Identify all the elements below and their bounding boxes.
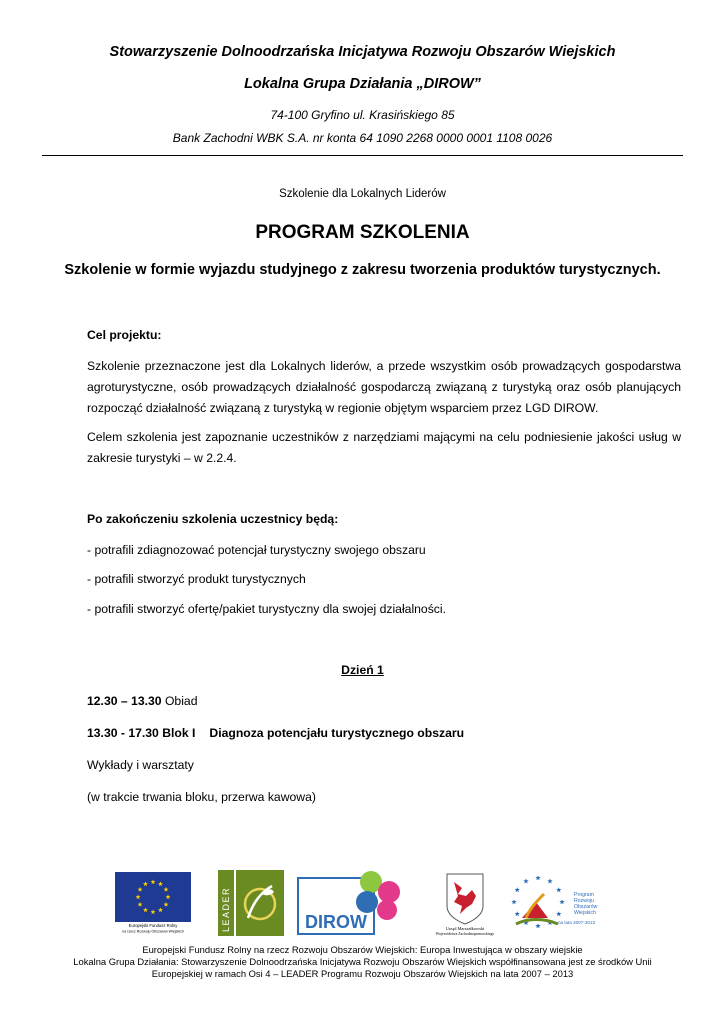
eu-caption-line-2: na rzecz Rozwoju Obszarów Wiejskich (122, 929, 184, 934)
marshal-caption-line-2: Województwa Zachodniopomorskiego (435, 932, 495, 936)
leader-label: LEADER (221, 886, 231, 932)
star-icon (556, 887, 561, 892)
footer-line-2: Lokalna Grupa Działania: Stowarzyszenie Dolnoodrzańska Inicjatywa Rozwoju Obszarów Wiejskich współfinansowana jest ze środków Unii (73, 956, 652, 967)
block-time: 13.30 - 17.30 Blok I (87, 726, 196, 740)
organization-name: Stowarzyszenie Dolnoodrzańska Inicjatywa Rozwoju Obszarów Wiejskich (109, 44, 616, 60)
prow-line-2: Rozwoju (574, 898, 594, 904)
prow-line-3: Obszarów (574, 904, 598, 910)
letterhead-divider (42, 155, 683, 156)
dirow-wordmark: DIROW (305, 912, 367, 932)
outcome-item: - potrafili stworzyć ofertę/pakiet turystyczny dla swojej działalności. (87, 602, 446, 616)
block-format: Wykłady i warsztaty (87, 758, 194, 772)
star-icon (547, 878, 552, 883)
star-icon (535, 875, 540, 880)
outcome-item: - potrafili zdiagnozować potencjał turystyczny swojego obszaru (87, 543, 426, 557)
footer-line-3: Europejskiej w ramach Osi 4 – LEADER Programu Rozwoju Obszarów Wiejskich na lata 2007 – 2013 (151, 968, 574, 979)
prow-line-1: Program (574, 892, 594, 898)
block-title: Diagnoza potencjału turystycznego obszaru (209, 726, 465, 740)
schedule-block (87, 723, 681, 744)
eu-flag-logo (115, 872, 191, 934)
sponsor-logos (0, 868, 725, 938)
address: 74-100 Gryfino ul. Krasińskiego 85 (270, 108, 455, 122)
star-icon (535, 923, 540, 928)
lunch-label: Obiad (161, 694, 198, 708)
footer-line-1: Europejski Fundusz Rolny na rzecz Rozwoju Obszarów Wiejskich: Europa Inwestująca w obszary wiejskie (142, 944, 583, 955)
lunch-time: 12.30 – 13.30 (87, 694, 162, 708)
document-title: PROGRAM SZKOLENIA (255, 222, 470, 243)
goal-paragraph-1: Szkolenie przeznaczone jest dla Lokalnych liderów, a przede wszystkim osób prowadzących gospodarstwa agroturystyczne, osób prowadzących działalność gospodarczą związaną z turystyką oraz osób planujących rozpocząć działalność związaną z turystyką w regionie objętym wsparciem przez LGD DIROW. (87, 359, 681, 415)
lgd-name: Lokalna Grupa Działania „DIROW” (244, 76, 481, 92)
marshal-office-logo (432, 872, 498, 936)
star-icon (559, 899, 564, 904)
dirow-logo (297, 868, 407, 936)
goal-heading: Cel projektu: (87, 328, 162, 342)
star-icon (523, 878, 528, 883)
document-lead: Szkolenie w formie wyjazdu studyjnego z zakresu tworzenia produktów turystycznych. (64, 262, 661, 278)
schedule-lunch (87, 691, 681, 712)
goal-paragraph-2: Celem szkolenia jest zapoznanie uczestników z narzędziami mającymi na celu podniesienie jakości usług w zakresie turystyki – w 2.2.4. (87, 430, 681, 465)
star-icon (511, 899, 516, 904)
document-subtitle: Szkolenie dla Lokalnych Liderów (279, 188, 446, 200)
block-note: (w trakcie trwania bloku, przerwa kawowa) (87, 790, 316, 804)
day-heading: Dzień 1 (341, 663, 384, 677)
star-icon (515, 887, 520, 892)
outcomes-heading: Po zakończeniu szkolenia uczestnicy będą: (87, 512, 339, 526)
prow-line-4: Wiejskich (574, 910, 596, 916)
bank-account: Bank Zachodni WBK S.A. nr konta 64 1090 2268 0000 0001 1108 0026 (172, 131, 553, 145)
prow-logo (508, 872, 604, 936)
star-icon (556, 911, 561, 916)
prow-line-5: na lata 2007-2013 (558, 920, 596, 925)
star-icon (515, 911, 520, 916)
leader-logo (218, 870, 284, 936)
marshal-caption-line-1: Urząd Marszałkowski (445, 926, 485, 931)
outcome-item: - potrafili stworzyć produkt turystycznych (87, 572, 306, 586)
page-footer (0, 944, 725, 980)
eu-caption-line-1: Europejski Fundusz Rolny (128, 923, 178, 928)
